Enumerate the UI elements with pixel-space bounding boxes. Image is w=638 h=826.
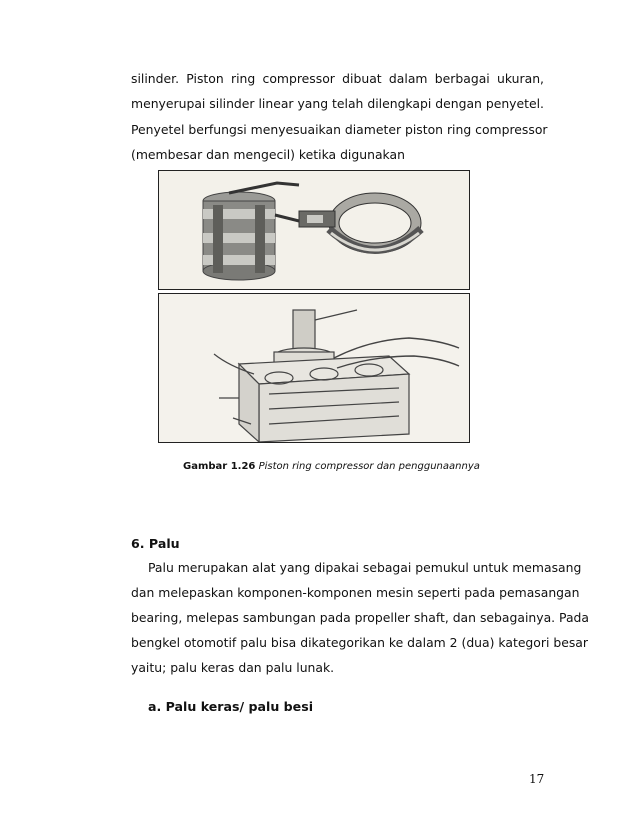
page-number: 17 — [529, 772, 545, 786]
piston-ring-compressor-illustration — [159, 171, 469, 289]
section-line-5: yaitu; palu keras dan palu lunak. — [131, 660, 335, 675]
section-line-1: Palu merupakan alat yang dipakai sebagai pemukul untuk memasang — [148, 560, 582, 575]
section-heading: 6. Palu — [131, 536, 180, 551]
compressor-usage-illustration — [159, 294, 469, 442]
figure-caption — [183, 461, 480, 472]
compressor-usage-photo — [158, 293, 470, 443]
subsection-heading: a. Palu keras/ palu besi — [148, 699, 314, 714]
intro-line-2: menyerupai silinder linear yang telah dilengkapi dengan penyetel. — [131, 96, 544, 111]
figure-caption-text: Piston ring compressor dan penggunaannya — [258, 461, 480, 472]
section-line-3: bearing, melepas sambungan pada propeller shaft, dan sebagainya. Pada — [131, 610, 590, 625]
intro-line-3: Penyetel berfungsi menyesuaikan diameter piston ring compressor — [131, 122, 548, 137]
figure-label: Gambar 1.26 — [183, 461, 256, 472]
section-line-2: dan melepaskan komponen-komponen mesin seperti pada pemasangan — [131, 585, 580, 600]
section-line-4: bengkel otomotif palu bisa dikategorikan ke dalam 2 (dua) kategori besar — [131, 635, 588, 650]
intro-line-1: silinder. Piston ring compressor dibuat dalam berbagai ukuran, — [131, 71, 544, 86]
intro-line-4: (membesar dan mengecil) ketika digunakan — [131, 147, 405, 162]
piston-ring-compressor-photo — [158, 170, 470, 290]
